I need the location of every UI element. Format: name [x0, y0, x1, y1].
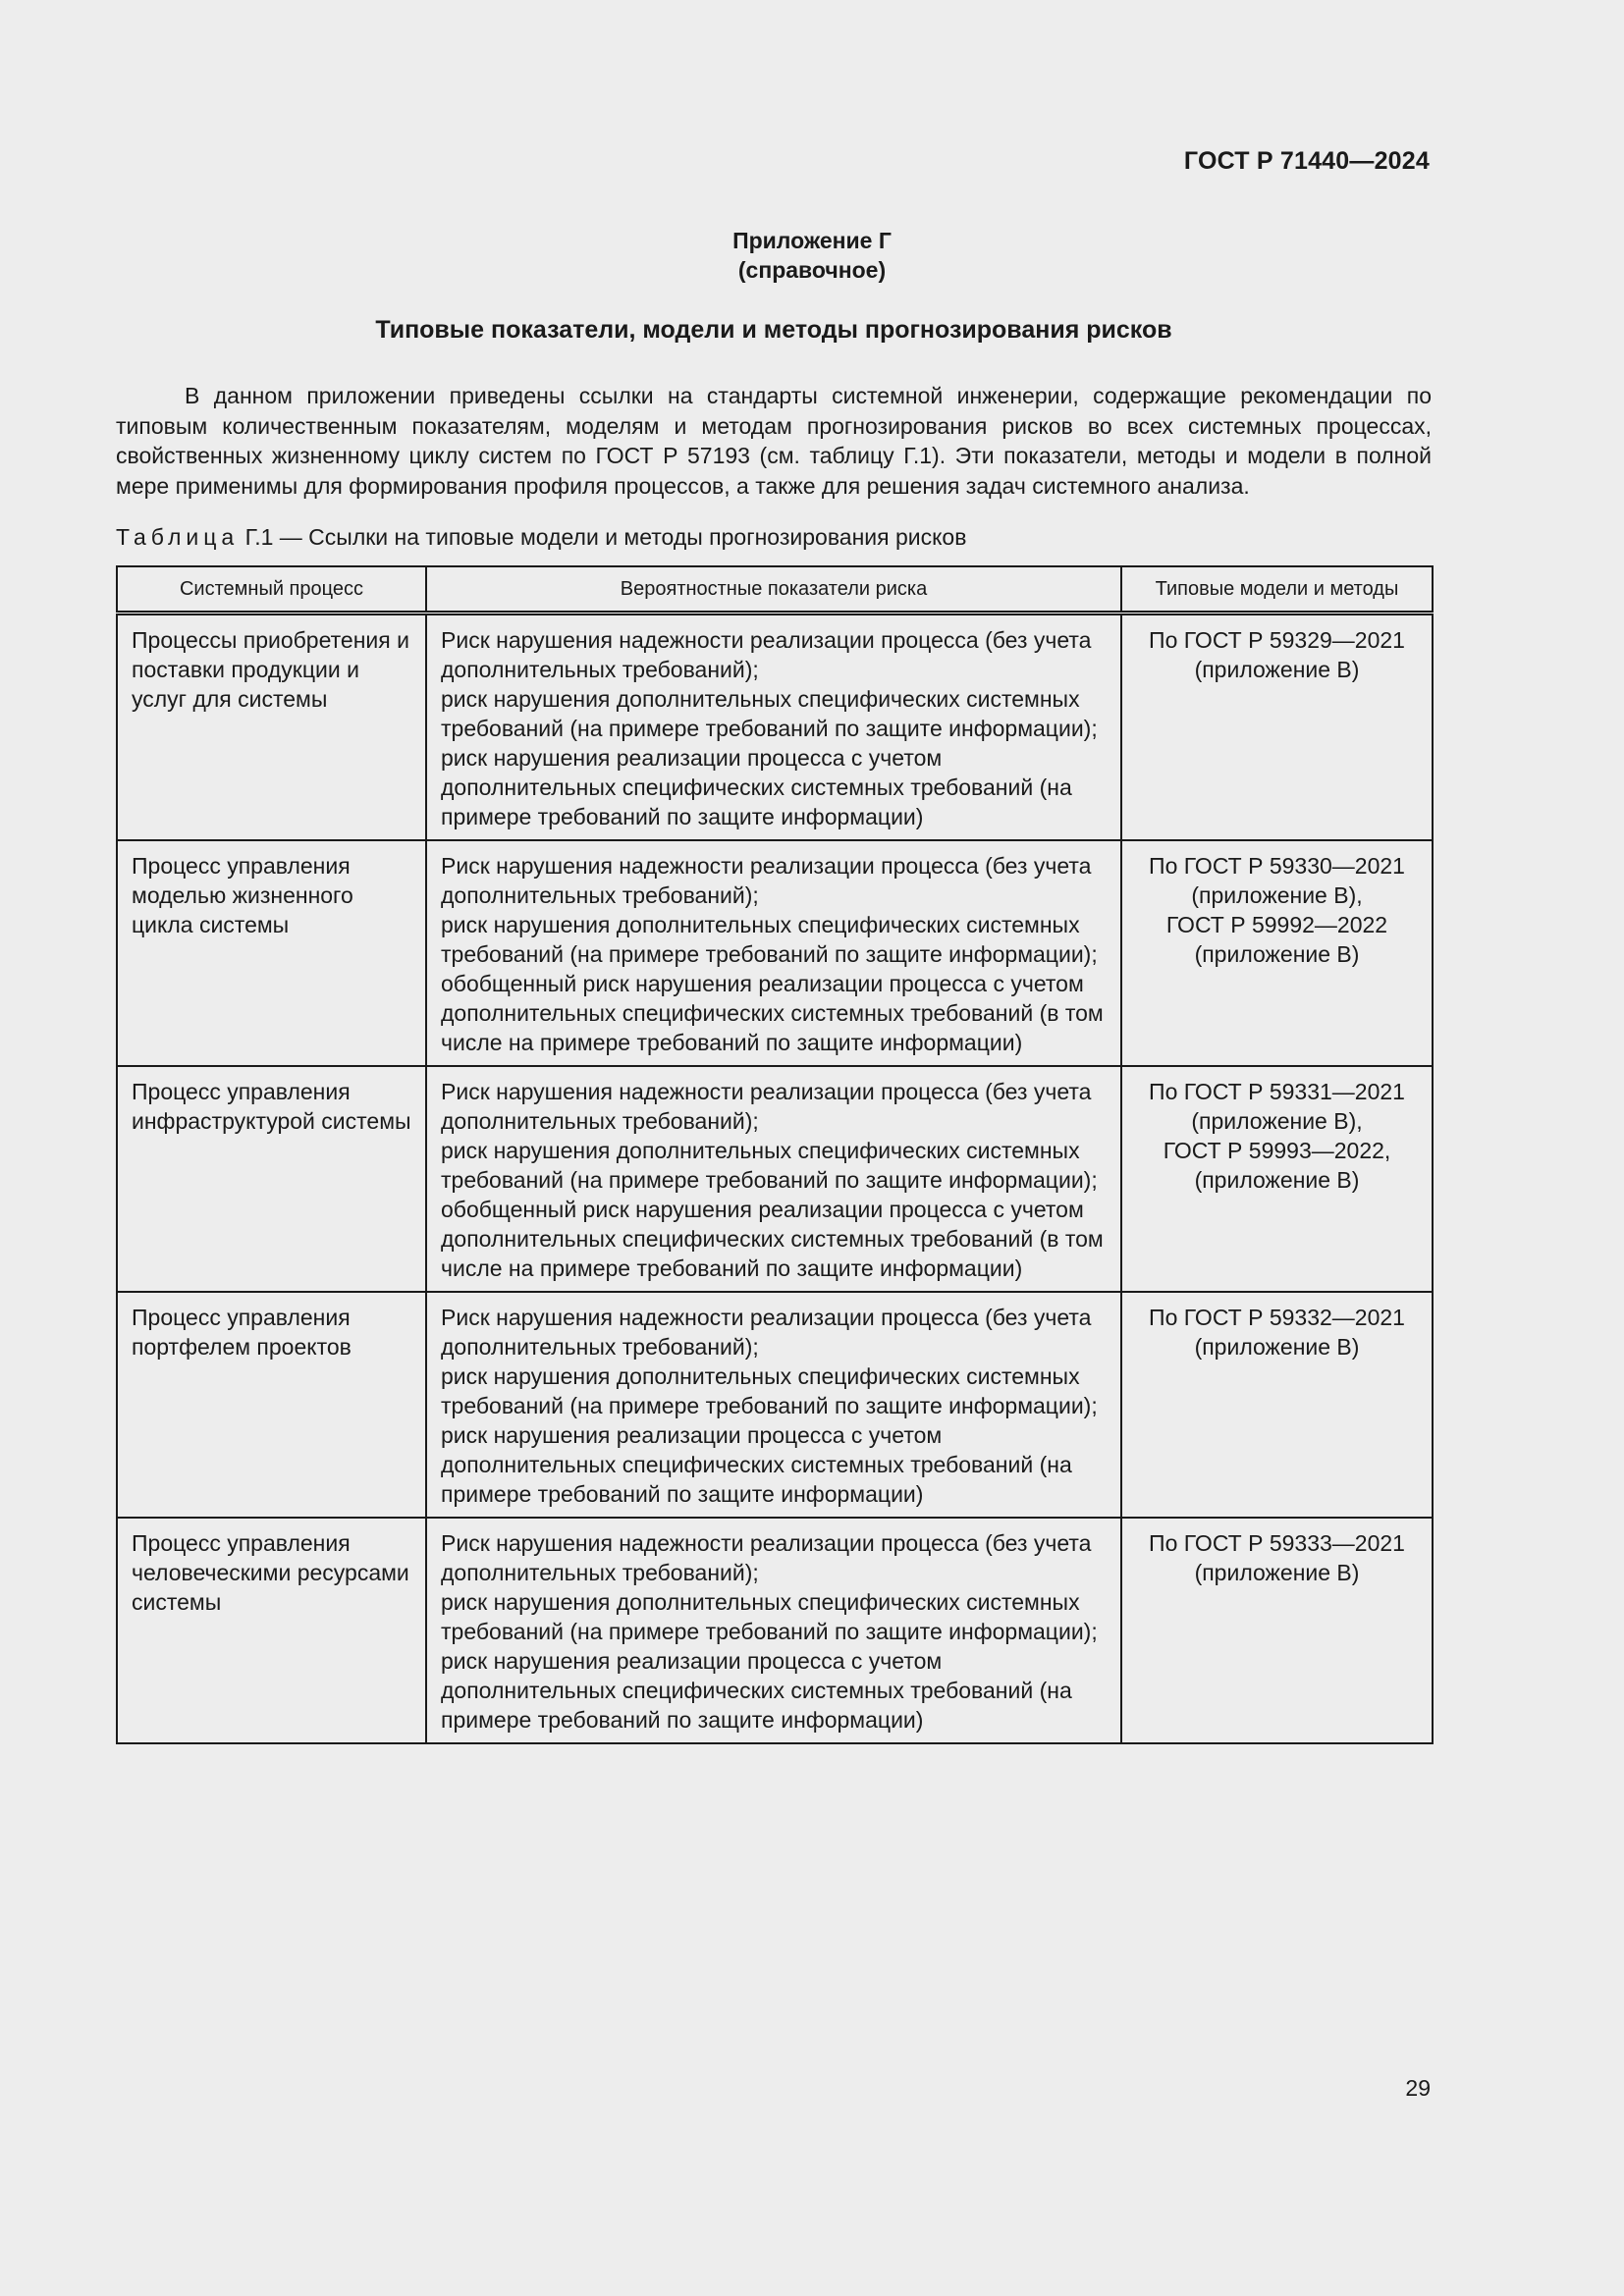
table-row — [117, 840, 1433, 1066]
indicators-cell — [426, 614, 1121, 841]
method-line: (приложение В) — [1194, 1560, 1360, 1585]
indicator-line: риск нарушения реализации процесса с учетом дополнительных специфических системных требований (на примере требований по защите информации) — [441, 1422, 1072, 1507]
risk-methods-table — [116, 565, 1434, 1744]
method-line: (приложение В), — [1191, 1108, 1363, 1134]
indicator-line: Риск нарушения надежности реализации процесса (без учета дополнительных требований); — [441, 1079, 1092, 1134]
indicators-cell — [426, 1066, 1121, 1292]
table-header-row — [117, 566, 1433, 614]
method-line: По ГОСТ Р 59331—2021 — [1149, 1079, 1405, 1104]
indicators-cell — [426, 840, 1121, 1066]
page-number: 29 — [1405, 2075, 1431, 2101]
table-row — [117, 1292, 1433, 1518]
appendix-title: Приложение Г — [732, 228, 892, 253]
indicators-cell — [426, 1292, 1121, 1518]
section-heading: Типовые показатели, модели и методы прогнозирования рисков — [375, 316, 1172, 344]
table-row — [117, 1518, 1433, 1743]
indicator-line: риск нарушения дополнительных специфических системных требований (на примере требований по защите информации); — [441, 686, 1098, 741]
method-line: ГОСТ Р 59993—2022, — [1163, 1138, 1391, 1163]
process-cell: Процесс управления инфраструктурой системы — [117, 1066, 426, 1292]
indicator-line: риск нарушения дополнительных специфических системных требований (на примере требований по защите информации); — [441, 1363, 1098, 1418]
process-cell: Процесс управления моделью жизненного цикла системы — [117, 840, 426, 1066]
method-line: ГОСТ Р 59992—2022 — [1165, 912, 1388, 937]
table-caption-label: Таблица — [116, 524, 240, 550]
table-caption — [116, 524, 966, 551]
table-row — [117, 1066, 1433, 1292]
indicator-line: риск нарушения дополнительных специфических системных требований (на примере требований по защите информации); — [441, 1138, 1098, 1193]
process-cell: Процесс управления человеческими ресурсами системы — [117, 1518, 426, 1743]
methods-cell — [1121, 840, 1433, 1066]
methods-cell — [1121, 1066, 1433, 1292]
indicators-cell — [426, 1518, 1121, 1743]
process-cell: Процессы приобретения и поставки продукции и услуг для системы — [117, 614, 426, 841]
header-indicators: Вероятностные показатели риска — [426, 566, 1121, 614]
method-line: По ГОСТ Р 59333—2021 — [1149, 1530, 1405, 1556]
process-cell: Процесс управления портфелем проектов — [117, 1292, 426, 1518]
appendix-title-block — [0, 226, 1624, 285]
methods-cell — [1121, 1518, 1433, 1743]
indicator-line: Риск нарушения надежности реализации процесса (без учета дополнительных требований); — [441, 1530, 1092, 1585]
methods-cell — [1121, 614, 1433, 841]
method-line: По ГОСТ Р 59330—2021 — [1149, 853, 1405, 879]
method-line: (приложение В) — [1194, 941, 1360, 967]
header-methods: Типовые модели и методы — [1121, 566, 1433, 614]
table-caption-text: Г.1 — Ссылки на типовые модели и методы прогнозирования рисков — [244, 524, 967, 550]
header-process: Системный процесс — [117, 566, 426, 614]
method-line: (приложение В) — [1194, 1167, 1360, 1193]
indicator-line: Риск нарушения надежности реализации процесса (без учета дополнительных требований); — [441, 1305, 1092, 1360]
appendix-subtitle: (справочное) — [737, 257, 887, 283]
document-code: ГОСТ Р 71440—2024 — [1183, 147, 1430, 175]
indicator-line: Риск нарушения надежности реализации процесса (без учета дополнительных требований); — [441, 627, 1092, 682]
table-row — [117, 614, 1433, 841]
method-line: (приложение В), — [1191, 882, 1363, 908]
indicator-line: обобщенный риск нарушения реализации процесса с учетом дополнительных специфических системных требований (в том числе на примере требований по защите информации) — [441, 971, 1104, 1055]
method-line: По ГОСТ Р 59329—2021 — [1149, 627, 1405, 653]
indicator-line: риск нарушения реализации процесса с учетом дополнительных специфических системных требований (на примере требований по защите информации) — [441, 1648, 1072, 1733]
indicator-line: риск нарушения реализации процесса с учетом дополнительных специфических системных требований (на примере требований по защите информации) — [441, 745, 1072, 829]
indicator-line: риск нарушения дополнительных специфических системных требований (на примере требований по защите информации); — [441, 1589, 1098, 1644]
method-line: По ГОСТ Р 59332—2021 — [1149, 1305, 1405, 1330]
method-line: (приложение В) — [1194, 657, 1360, 682]
methods-cell — [1121, 1292, 1433, 1518]
indicator-line: Риск нарушения надежности реализации процесса (без учета дополнительных требований); — [441, 853, 1092, 908]
method-line: (приложение В) — [1194, 1334, 1360, 1360]
indicator-line: обобщенный риск нарушения реализации процесса с учетом дополнительных специфических системных требований (в том числе на примере требований по защите информации) — [441, 1197, 1104, 1281]
indicator-line: риск нарушения дополнительных специфических системных требований (на примере требований по защите информации); — [441, 912, 1098, 967]
intro-paragraph: В данном приложении приведены ссылки на стандарты системной инженерии, содержащие рекомендации по типовым количественным показателям, моделям и методам прогнозирования рисков во всех системных процессах, свойственных жизненному циклу систем по ГОСТ Р 57193 (см. таблицу Г.1). Эти показатели, методы и модели в полной мере применимы для формирования профиля процессов, а также для решения задач системного анализа. — [116, 383, 1432, 499]
